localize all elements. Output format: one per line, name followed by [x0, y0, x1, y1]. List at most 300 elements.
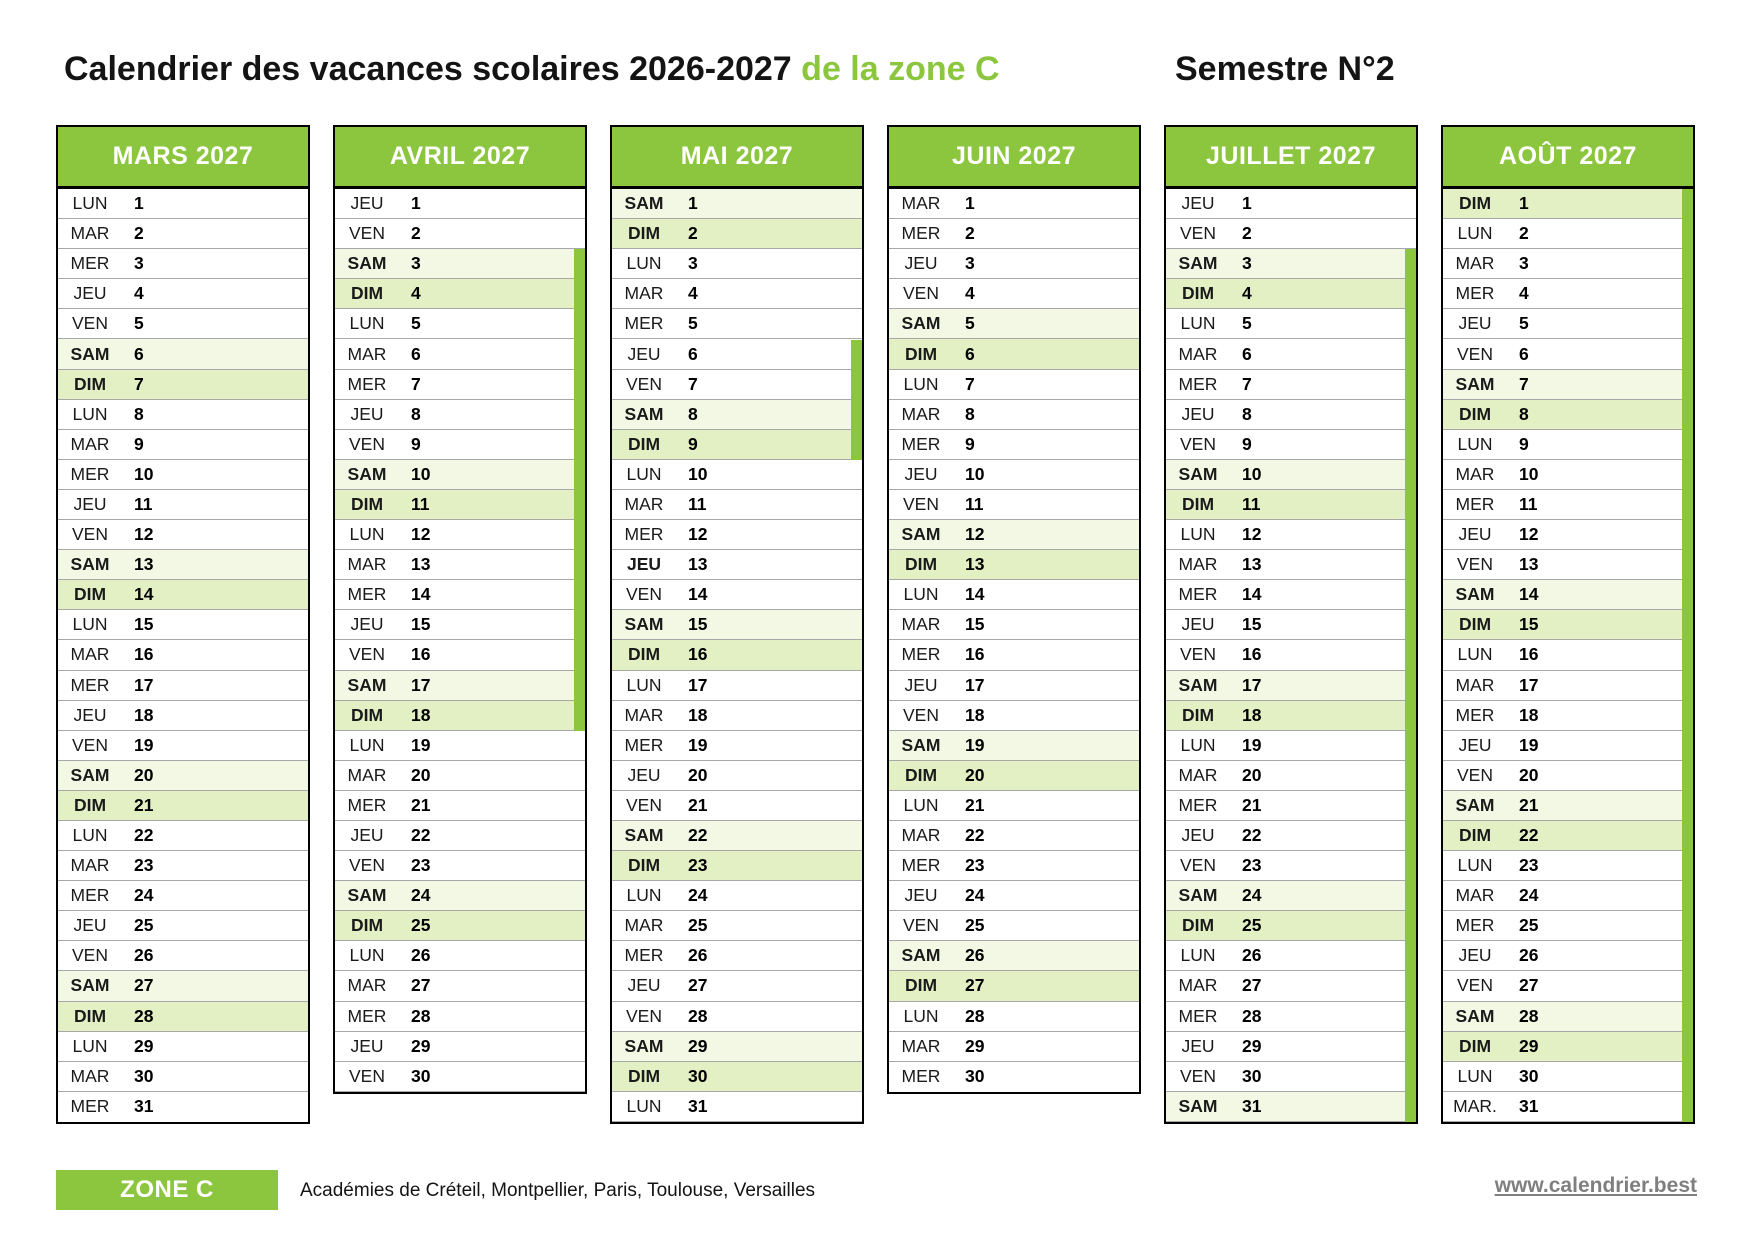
- day-number: 3: [1519, 253, 1529, 274]
- day-number: 21: [411, 794, 431, 815]
- day-row: [612, 1092, 862, 1122]
- month-header: MAI 2027: [612, 127, 862, 189]
- day-name: LUN: [626, 885, 662, 906]
- day-number: 18: [1519, 704, 1539, 725]
- day-name: JEU: [73, 915, 107, 936]
- day-name: DIM: [627, 644, 661, 665]
- day-name: DIM: [1181, 493, 1215, 514]
- day-row: [58, 761, 308, 791]
- day-row: [335, 249, 585, 279]
- day-row: [612, 219, 862, 249]
- day-row: [335, 610, 585, 640]
- zone-badge: ZONE C: [56, 1170, 278, 1210]
- day-name: DIM: [627, 223, 661, 244]
- day-number: 23: [134, 855, 154, 876]
- day-name: DIM: [350, 283, 384, 304]
- month-header: MARS 2027: [58, 127, 308, 189]
- day-row: [58, 1002, 308, 1032]
- day-name: DIM: [1458, 614, 1492, 635]
- day-row: [612, 580, 862, 610]
- day-name: MAR: [624, 915, 664, 936]
- day-name: JEU: [904, 463, 938, 484]
- day-name: VEN: [349, 433, 385, 454]
- day-name: MAR: [624, 493, 664, 514]
- day-row: [612, 460, 862, 490]
- day-number: 24: [134, 885, 154, 906]
- day-row: [889, 219, 1139, 249]
- day-name: VEN: [1457, 975, 1493, 996]
- day-row: [1166, 761, 1416, 791]
- day-row: [58, 851, 308, 881]
- day-name: LUN: [349, 945, 385, 966]
- day-row: [1443, 189, 1693, 219]
- day-row: [58, 490, 308, 520]
- day-name: VEN: [626, 584, 662, 605]
- day-number: 1: [134, 193, 144, 214]
- day-name: SAM: [624, 614, 664, 635]
- day-number: 19: [1519, 734, 1539, 755]
- day-number: 23: [411, 855, 431, 876]
- day-row: [335, 580, 585, 610]
- day-row: [335, 550, 585, 580]
- day-row: [1443, 881, 1693, 911]
- day-row: [1443, 731, 1693, 761]
- day-name: LUN: [72, 403, 108, 424]
- day-name: JEU: [1181, 1035, 1215, 1056]
- day-number: 12: [134, 524, 154, 545]
- day-row: [58, 339, 308, 369]
- day-name: MAR: [1178, 975, 1218, 996]
- month-days: [335, 189, 585, 1092]
- day-name: VEN: [903, 493, 939, 514]
- day-row: [1443, 520, 1693, 550]
- day-number: 8: [1519, 403, 1529, 424]
- day-name: DIM: [1181, 283, 1215, 304]
- day-name: DIM: [1458, 193, 1492, 214]
- day-number: 17: [1519, 674, 1539, 695]
- day-number: 11: [411, 493, 430, 514]
- day-number: 13: [688, 554, 708, 575]
- day-number: 13: [134, 554, 154, 575]
- day-number: 4: [688, 283, 698, 304]
- day-number: 16: [134, 644, 154, 665]
- month-header: AVRIL 2027: [335, 127, 585, 189]
- day-row: [58, 640, 308, 670]
- day-row: [612, 761, 862, 791]
- day-row: [58, 580, 308, 610]
- day-row: [58, 550, 308, 580]
- day-row: [58, 671, 308, 701]
- day-row: [335, 430, 585, 460]
- day-row: [58, 370, 308, 400]
- day-number: 28: [1519, 1005, 1539, 1026]
- day-number: 20: [1242, 764, 1262, 785]
- day-name: JEU: [73, 704, 107, 725]
- month-header: JUILLET 2027: [1166, 127, 1416, 189]
- day-number: 27: [411, 975, 431, 996]
- day-number: 30: [1242, 1065, 1262, 1086]
- day-number: 21: [688, 794, 708, 815]
- day-name: DIM: [1181, 915, 1215, 936]
- day-number: 6: [411, 343, 421, 364]
- day-number: 28: [965, 1005, 985, 1026]
- day-name: MER: [624, 945, 664, 966]
- day-name: SAM: [1455, 794, 1495, 815]
- day-row: [58, 460, 308, 490]
- day-name: MAR: [347, 554, 387, 575]
- day-name: SAM: [901, 313, 941, 334]
- day-row: [1166, 851, 1416, 881]
- day-name: MER: [901, 855, 941, 876]
- day-name: MAR: [70, 644, 110, 665]
- day-number: 20: [134, 764, 154, 785]
- day-number: 15: [134, 614, 154, 635]
- day-row: [335, 1032, 585, 1062]
- day-name: DIM: [73, 373, 107, 394]
- day-number: 12: [688, 524, 708, 545]
- day-row: [1443, 1092, 1693, 1122]
- day-number: 10: [1242, 463, 1262, 484]
- day-row: [612, 339, 862, 369]
- day-name: LUN: [903, 584, 939, 605]
- day-number: 14: [1242, 584, 1262, 605]
- day-row: [612, 971, 862, 1001]
- day-row: [1443, 339, 1693, 369]
- vacation-bar: [574, 249, 585, 731]
- day-name: MER: [1455, 915, 1495, 936]
- day-row: [335, 520, 585, 550]
- day-name: MER: [70, 674, 110, 695]
- day-number: 11: [1519, 493, 1538, 514]
- day-name: LUN: [1180, 734, 1216, 755]
- day-row: [889, 731, 1139, 761]
- day-name: MAR: [1455, 463, 1495, 484]
- day-number: 22: [1519, 825, 1539, 846]
- day-name: DIM: [904, 764, 938, 785]
- day-number: 30: [134, 1065, 154, 1086]
- day-number: 15: [688, 614, 708, 635]
- day-row: [889, 971, 1139, 1001]
- day-row: [58, 520, 308, 550]
- day-name: LUN: [903, 794, 939, 815]
- day-row: [1443, 761, 1693, 791]
- day-row: [1443, 550, 1693, 580]
- day-name: LUN: [1457, 644, 1493, 665]
- day-name: SAM: [624, 825, 664, 846]
- day-number: 1: [411, 193, 421, 214]
- day-number: 27: [1242, 975, 1262, 996]
- day-number: 2: [1519, 223, 1529, 244]
- day-row: [1166, 309, 1416, 339]
- day-name: JEU: [1458, 313, 1492, 334]
- day-name: MAR: [624, 283, 664, 304]
- day-number: 15: [1519, 614, 1539, 635]
- day-name: JEU: [627, 975, 661, 996]
- day-number: 30: [411, 1065, 431, 1086]
- day-number: 28: [411, 1005, 431, 1026]
- day-name: JEU: [627, 764, 661, 785]
- day-number: 25: [411, 915, 431, 936]
- day-name: VEN: [349, 644, 385, 665]
- day-number: 14: [1519, 584, 1539, 605]
- day-row: [1443, 370, 1693, 400]
- day-name: MER: [1455, 283, 1495, 304]
- month-avril-2027: [333, 125, 587, 1094]
- day-name: DIM: [627, 855, 661, 876]
- day-number: 21: [965, 794, 985, 815]
- day-row: [889, 821, 1139, 851]
- day-name: JEU: [904, 253, 938, 274]
- day-row: [58, 911, 308, 941]
- day-row: [1443, 249, 1693, 279]
- day-name: MAR: [1178, 764, 1218, 785]
- day-name: SAM: [347, 885, 387, 906]
- day-row: [889, 400, 1139, 430]
- day-row: [889, 1032, 1139, 1062]
- day-number: 16: [965, 644, 985, 665]
- day-name: MER: [347, 584, 387, 605]
- day-row: [1443, 460, 1693, 490]
- day-number: 4: [411, 283, 421, 304]
- day-row: [612, 1062, 862, 1092]
- day-name: LUN: [903, 1005, 939, 1026]
- day-row: [1166, 249, 1416, 279]
- day-name: VEN: [1180, 1065, 1216, 1086]
- month-mai-2027: [610, 125, 864, 1124]
- day-number: 9: [965, 433, 975, 454]
- day-row: [335, 490, 585, 520]
- day-row: [612, 640, 862, 670]
- day-name: VEN: [1457, 554, 1493, 575]
- day-number: 5: [411, 313, 421, 334]
- day-number: 3: [965, 253, 975, 274]
- day-row: [335, 791, 585, 821]
- day-number: 14: [965, 584, 985, 605]
- day-name: SAM: [901, 945, 941, 966]
- day-number: 3: [411, 253, 421, 274]
- website-link[interactable]: www.calendrier.best: [1494, 1174, 1697, 1197]
- day-row: [1166, 520, 1416, 550]
- day-row: [612, 550, 862, 580]
- day-name: VEN: [1457, 764, 1493, 785]
- day-row: [612, 1032, 862, 1062]
- day-name: DIM: [627, 1065, 661, 1086]
- day-number: 20: [411, 764, 431, 785]
- day-number: 29: [134, 1035, 154, 1056]
- day-row: [889, 339, 1139, 369]
- day-number: 2: [965, 223, 975, 244]
- day-number: 18: [965, 704, 985, 725]
- day-number: 12: [965, 524, 985, 545]
- day-name: SAM: [70, 975, 110, 996]
- day-number: 20: [1519, 764, 1539, 785]
- day-row: [335, 761, 585, 791]
- day-number: 22: [965, 825, 985, 846]
- day-number: 19: [688, 734, 708, 755]
- day-row: [1443, 279, 1693, 309]
- day-number: 15: [1242, 614, 1262, 635]
- day-number: 25: [134, 915, 154, 936]
- day-name: MER: [624, 524, 664, 545]
- day-name: DIM: [73, 1005, 107, 1026]
- day-name: LUN: [1457, 1065, 1493, 1086]
- day-row: [612, 520, 862, 550]
- day-number: 4: [1242, 283, 1252, 304]
- day-name: JEU: [1181, 193, 1215, 214]
- day-row: [58, 219, 308, 249]
- day-name: DIM: [73, 584, 107, 605]
- day-name: MAR: [347, 764, 387, 785]
- day-name: LUN: [349, 524, 385, 545]
- day-number: 15: [411, 614, 431, 635]
- day-number: 24: [411, 885, 431, 906]
- day-row: [335, 1062, 585, 1092]
- day-name: JEU: [904, 674, 938, 695]
- day-name: SAM: [1455, 373, 1495, 394]
- day-row: [1166, 189, 1416, 219]
- day-number: 18: [134, 704, 154, 725]
- day-number: 2: [134, 223, 144, 244]
- day-number: 26: [1242, 945, 1262, 966]
- day-row: [335, 701, 585, 731]
- day-row: [1166, 1062, 1416, 1092]
- day-row: [1166, 610, 1416, 640]
- day-name: DIM: [904, 975, 938, 996]
- day-number: 5: [688, 313, 698, 334]
- day-name: MAR: [1455, 674, 1495, 695]
- day-number: 24: [688, 885, 708, 906]
- day-number: 21: [1519, 794, 1539, 815]
- day-name: MAR: [901, 614, 941, 635]
- day-row: [1166, 1032, 1416, 1062]
- day-row: [889, 941, 1139, 971]
- day-number: 26: [688, 945, 708, 966]
- day-name: SAM: [347, 463, 387, 484]
- day-row: [889, 1062, 1139, 1092]
- day-row: [58, 1062, 308, 1092]
- day-row: [1166, 791, 1416, 821]
- day-name: JEU: [350, 1035, 384, 1056]
- day-number: 29: [1519, 1035, 1539, 1056]
- day-number: 30: [965, 1066, 985, 1087]
- day-number: 28: [134, 1005, 154, 1026]
- day-row: [1166, 279, 1416, 309]
- day-row: [1443, 941, 1693, 971]
- day-row: [335, 640, 585, 670]
- day-row: [1166, 911, 1416, 941]
- day-number: 12: [1519, 524, 1539, 545]
- day-row: [1443, 851, 1693, 881]
- month-juin-2027: [887, 125, 1141, 1094]
- day-row: [335, 971, 585, 1001]
- day-number: 28: [688, 1005, 708, 1026]
- vacation-bar: [1682, 189, 1693, 1122]
- day-name: DIM: [350, 915, 384, 936]
- day-name: SAM: [70, 554, 110, 575]
- day-row: [1443, 219, 1693, 249]
- day-row: [889, 911, 1139, 941]
- day-number: 1: [965, 193, 975, 214]
- day-name: VEN: [903, 915, 939, 936]
- day-row: [58, 881, 308, 911]
- day-row: [889, 370, 1139, 400]
- day-row: [335, 370, 585, 400]
- day-row: [335, 911, 585, 941]
- day-number: 14: [134, 584, 154, 605]
- day-number: 27: [965, 975, 985, 996]
- day-row: [1443, 490, 1693, 520]
- day-number: 30: [1519, 1065, 1539, 1086]
- day-number: 16: [1519, 644, 1539, 665]
- day-row: [1443, 640, 1693, 670]
- day-name: MER: [901, 223, 941, 244]
- day-number: 23: [688, 855, 708, 876]
- day-name: JEU: [350, 193, 384, 214]
- day-row: [612, 941, 862, 971]
- day-row: [1166, 580, 1416, 610]
- day-number: 9: [411, 433, 421, 454]
- semester-title: Semestre N°2: [1175, 50, 1395, 88]
- day-row: [335, 339, 585, 369]
- day-row: [889, 1002, 1139, 1032]
- day-row: [1443, 430, 1693, 460]
- day-name: MER: [1455, 493, 1495, 514]
- day-row: [612, 731, 862, 761]
- day-number: 17: [1242, 674, 1262, 695]
- day-row: [889, 460, 1139, 490]
- day-number: 13: [1519, 554, 1539, 575]
- day-row: [889, 610, 1139, 640]
- day-number: 13: [411, 554, 431, 575]
- day-number: 7: [965, 373, 975, 394]
- day-name: MAR: [1178, 554, 1218, 575]
- day-number: 1: [688, 193, 698, 214]
- day-row: [335, 460, 585, 490]
- day-number: 31: [1519, 1095, 1539, 1116]
- day-number: 4: [1519, 283, 1529, 304]
- day-row: [612, 430, 862, 460]
- day-row: [58, 249, 308, 279]
- day-number: 5: [134, 313, 144, 334]
- day-row: [1166, 881, 1416, 911]
- day-row: [1166, 460, 1416, 490]
- day-number: 22: [1242, 825, 1262, 846]
- day-row: [1443, 580, 1693, 610]
- day-number: 5: [1519, 313, 1529, 334]
- month-header: JUIN 2027: [889, 127, 1139, 189]
- day-name: DIM: [350, 704, 384, 725]
- day-number: 21: [134, 794, 154, 815]
- day-row: [889, 490, 1139, 520]
- day-row: [335, 189, 585, 219]
- day-name: MER: [1178, 584, 1218, 605]
- day-number: 10: [688, 463, 708, 484]
- day-name: JEU: [73, 283, 107, 304]
- day-name: SAM: [347, 674, 387, 695]
- day-row: [889, 640, 1139, 670]
- day-number: 31: [1242, 1095, 1262, 1116]
- day-row: [335, 731, 585, 761]
- day-number: 25: [1242, 915, 1262, 936]
- day-name: SAM: [624, 403, 664, 424]
- day-number: 27: [1519, 975, 1539, 996]
- day-number: 9: [1519, 433, 1529, 454]
- day-name: JEU: [1181, 614, 1215, 635]
- day-row: [612, 911, 862, 941]
- day-name: LUN: [626, 463, 662, 484]
- page-title-zone-accent: de la zone C: [801, 50, 1000, 88]
- day-number: 23: [1519, 855, 1539, 876]
